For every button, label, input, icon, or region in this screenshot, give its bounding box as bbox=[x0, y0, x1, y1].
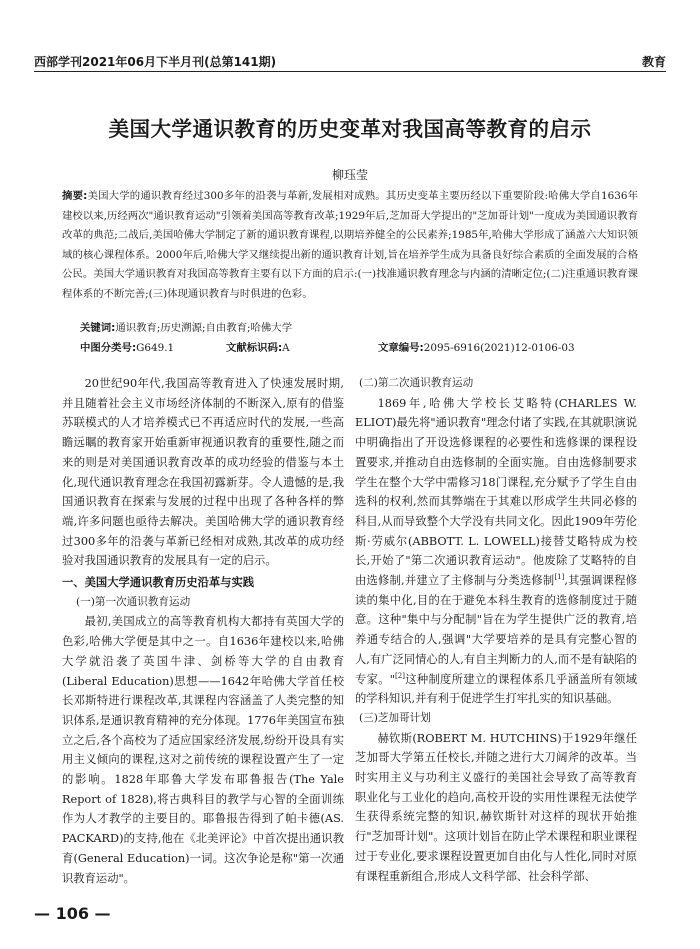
body-paragraph-2: 最初,美国成立的高等教育机构大都持有英国大学的色彩,哈佛大学便是其中之一。自1636年建校以来,哈佛大学就沿袭了英国牛津、剑桥等大学的自由教育(Liberal Education)思想——1642年哈佛大学首任校长邓斯特进行课程改革,其课程内容涵盖了人类完整的知识体系,是通识教育精神的充分体现。1776年美国宣布独立之后,各个高校为了适应国家经济发展,纷纷开设具有实用主义倾向的课程,这对之前传统的课程设置产生了一定的影响。1828年耶鲁大学发布耶鲁报告(The Yale Report of 1828),将古典科目的教学与心智的全面训练作为人才教学的主要目的。耶鲁报告得到了帕卡德(AS. PACKARD)的支持,他在《北美评论》中首次提出通识教育(General Education)一词。这次争论是称"第一次通识教育运动"。 bbox=[62, 615, 344, 885]
abstract-text: 美国大学的通识教育经过300多年的沿袭与革新,发展相对成熟。其历史变革主要历经以下重要阶段:哈佛大学自1636年建校以来,历经两次"通识教育运动"引领着美国高等教育改革;1929年后,芝加哥大学提出的"芝加哥计划"一度成为美国通识教育改革的典范;二战后,美国哈佛大学制定了新的通识教育课程,以期培养健全的公民素养;1985年,哈佛大学形成了涵盖六大知识领域的核心课程体系。2000年后,哈佛大学又继续提出新的通识教育计划,旨在培养学生成为具备良好综合素质的全面发展的合格公民。美国大学通识教育对我国高等教育主要有以下方面的启示:(一)找准通识教育理念与内涵的清晰定位;(二)注重通识教育课程体系的不断完善;(三)体现通识教育与时俱进的色彩。 bbox=[62, 190, 639, 300]
subsection-heading-1: (一)第一次通识教育运动 bbox=[76, 595, 191, 608]
body-paragraph-3a: 1869年,哈佛大学校长艾略特(CHARLES W. ELIOT)最先将"通识教育"理念付诸了实践,在其就职演说中明确指出了开设选修课程的必要性和选修课的课程设置要求,并推动自由选修制的全面实施。自由选修制要求学生在整个大学中需修习18门课程,充分赋予了学生自由选科的权利,然而其弊端在于其难以形成学生共同必修的科目,从而导致整个大学没有共同文化。因此1909年劳伦斯·劳威尔(ABBOTT. L. LOWELL)接替艾略特成为校长,开始了"第二次通识教育运动"。他废除了艾略特的自由选修制,并建立了主修制与分类选修制 bbox=[355, 396, 637, 588]
subsection-heading-3: (三)芝加哥计划 bbox=[359, 711, 431, 724]
body-paragraph-3c: 这种制度所建立的课程体系几乎涵盖所有领域的学科知识,并有利于促进学生打牢扎实的知识基础。 bbox=[355, 672, 637, 706]
intro-paragraph: 20世纪90年代,我国高等教育进入了快速发展时期,并且随着社会主义市场经济体制的不断深入,原有的借鉴苏联模式的人才培养模式已不再适应时代的发展,一些高瞻远瞩的教育家开始重新审视通识教育的重要性,随之而来的则是对美国通识教育改革的成功经验的借鉴与本土化,现代通识教育理念在我国初露新芽。令人遗憾的是,我国通识教育在探索与发展的过程中出现了各种各样的弊端,许多问题也亟待去解决。美国哈佛大学的通识教育经过300多年的沿袭与革新已经相对成熟,其改革的成功经验对我国通识教育的发展具有一定的启示。 bbox=[62, 377, 344, 568]
keywords-label: 关键词: bbox=[80, 322, 116, 334]
article-title: 美国大学通识教育的历史变革对我国高等教育的启示 bbox=[108, 117, 592, 141]
left-column bbox=[62, 374, 344, 888]
running-header bbox=[34, 48, 666, 70]
section-heading-1: 一、美国大学通识教育历史沿革与实践 bbox=[62, 576, 255, 590]
journal-info: 西部学刊2021年06月下半月刊(总第141期) bbox=[34, 55, 277, 69]
article-meta bbox=[80, 339, 638, 354]
keywords-text: 通识教育;历史溯源;自由教育;哈佛大学 bbox=[115, 322, 293, 334]
body-paragraph-3 bbox=[355, 394, 637, 709]
abstract-label: 摘要: bbox=[62, 190, 88, 202]
clc-label: 中图分类号: bbox=[80, 342, 137, 354]
doc-code-value: A bbox=[282, 342, 290, 354]
keywords bbox=[80, 319, 638, 334]
page-number: — 106 — bbox=[34, 904, 111, 923]
body-paragraph-3b: ,其强调课程修读的集中化,目的在于避免本科生教育的选修制度过于随意。这种"集中与分配制"旨在为学生提供广泛的教育,培养通专结合的人,强调"大学要培养的是具有完整心智的人,有广泛同情心的人,有自主判断力的人,而不是有缺陷的专家。" bbox=[355, 574, 637, 686]
subsection-heading-2: (二)第二次通识教育运动 bbox=[359, 377, 474, 389]
body-paragraph-4: 赫钦斯(ROBERT M. HUTCHINS)于1929年继任芝加哥大学第五任校长,并随之进行大刀阔斧的改革。当时实用主义与功利主义盛行的美国社会导致了高等教育职业化与工业化的趋向,高校开设的实用性课程无法使学生获得系统完整的知识,赫钦斯针对这样的现状开始推行"芝加哥计划"。这项计划旨在防止学术课程和职业课程过于专业化,要求课程设置更加自由化与人性化,同时对原有课程重新组合,形成人文科学部、社会科学部、 bbox=[355, 731, 637, 883]
reference-mark-1: [1] bbox=[554, 573, 565, 582]
article-no-label: 文章编号: bbox=[378, 342, 424, 354]
article-no-value: 2095-6916(2021)12-0106-03 bbox=[423, 342, 575, 354]
clc-value: G649.1 bbox=[136, 342, 175, 354]
article-author: 柳珏莹 bbox=[331, 168, 368, 182]
right-column bbox=[355, 374, 637, 886]
reference-mark-2: [2] bbox=[395, 671, 405, 680]
abstract bbox=[62, 187, 638, 305]
doc-code-label: 文献标识码: bbox=[226, 342, 283, 354]
section-label: 教育 bbox=[641, 55, 666, 69]
header-rule bbox=[34, 71, 666, 72]
